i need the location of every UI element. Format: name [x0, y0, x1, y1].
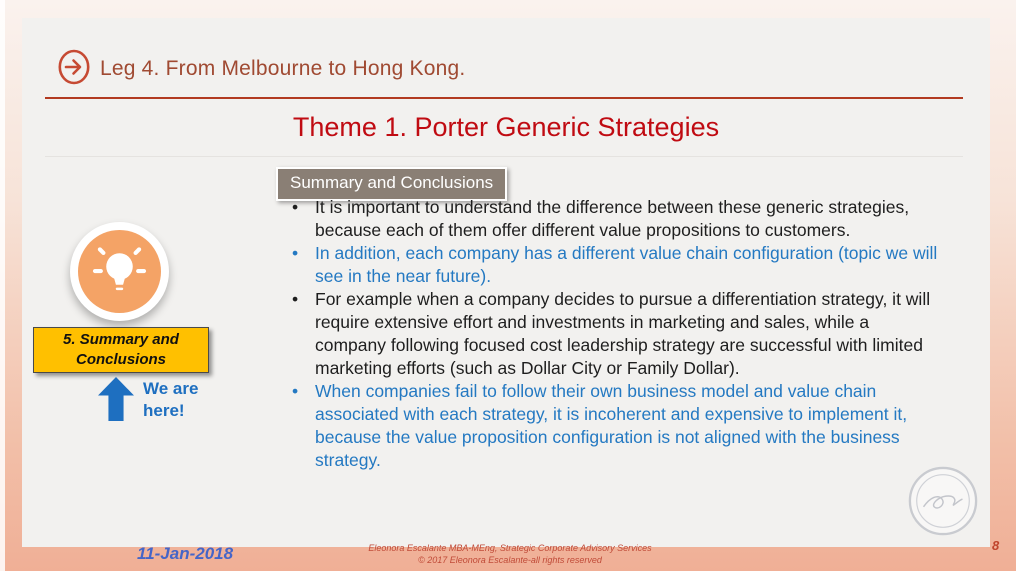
footer-credit: [300, 543, 720, 566]
page-number: 8: [992, 538, 1000, 553]
credit-line-2: © 2017 Eleonora Escalante-all rights reserved: [418, 554, 602, 565]
footer-date: 11-Jan-2018: [137, 544, 234, 563]
step-box: [33, 327, 209, 373]
here-label: We are here!: [143, 379, 199, 420]
summary-tag: Summary and Conclusions: [276, 167, 507, 201]
theme-title: Theme 1. Porter Generic Strategies: [292, 112, 720, 142]
step-label: 5. Summary and Conclusions: [63, 331, 179, 368]
bullet-list: [288, 196, 940, 472]
title-divider: [45, 156, 963, 157]
credit-line-1: Eleonora Escalante MBA-MEng, Strategic Corporate Advisory Services: [368, 543, 652, 553]
header-divider: [45, 97, 963, 99]
watermark-seal: [906, 464, 980, 538]
bullet-item: • When companies fail to follow their own business model and value chain associated with each strategy, it is incoherent and expensive to implement it, because the value proposition configuration is not aligned with the business strategy.: [288, 380, 940, 472]
bullet-item: • For example when a company decides to pursue a differentiation strategy, it will require extensive effort and investments in marketing and sales, while a company following focused cost leadership strategy are successful with limited marketing efforts (such as Dollar City or Family Dollar).: [288, 288, 940, 380]
lightbulb-badge: [70, 222, 169, 321]
bullet-item: • It is important to understand the difference between these generic strategies, because each of them offer different value propositions to customers.: [288, 196, 940, 242]
arrow-circle-icon: [56, 47, 92, 87]
slide-left-edge: [0, 0, 5, 571]
leg-title: Leg 4. From Melbourne to Hong Kong.: [100, 57, 466, 80]
bullet-item: • In addition, each company has a different value chain configuration (topic we will see in the near future).: [288, 242, 940, 288]
lightbulb-icon: [78, 230, 161, 313]
